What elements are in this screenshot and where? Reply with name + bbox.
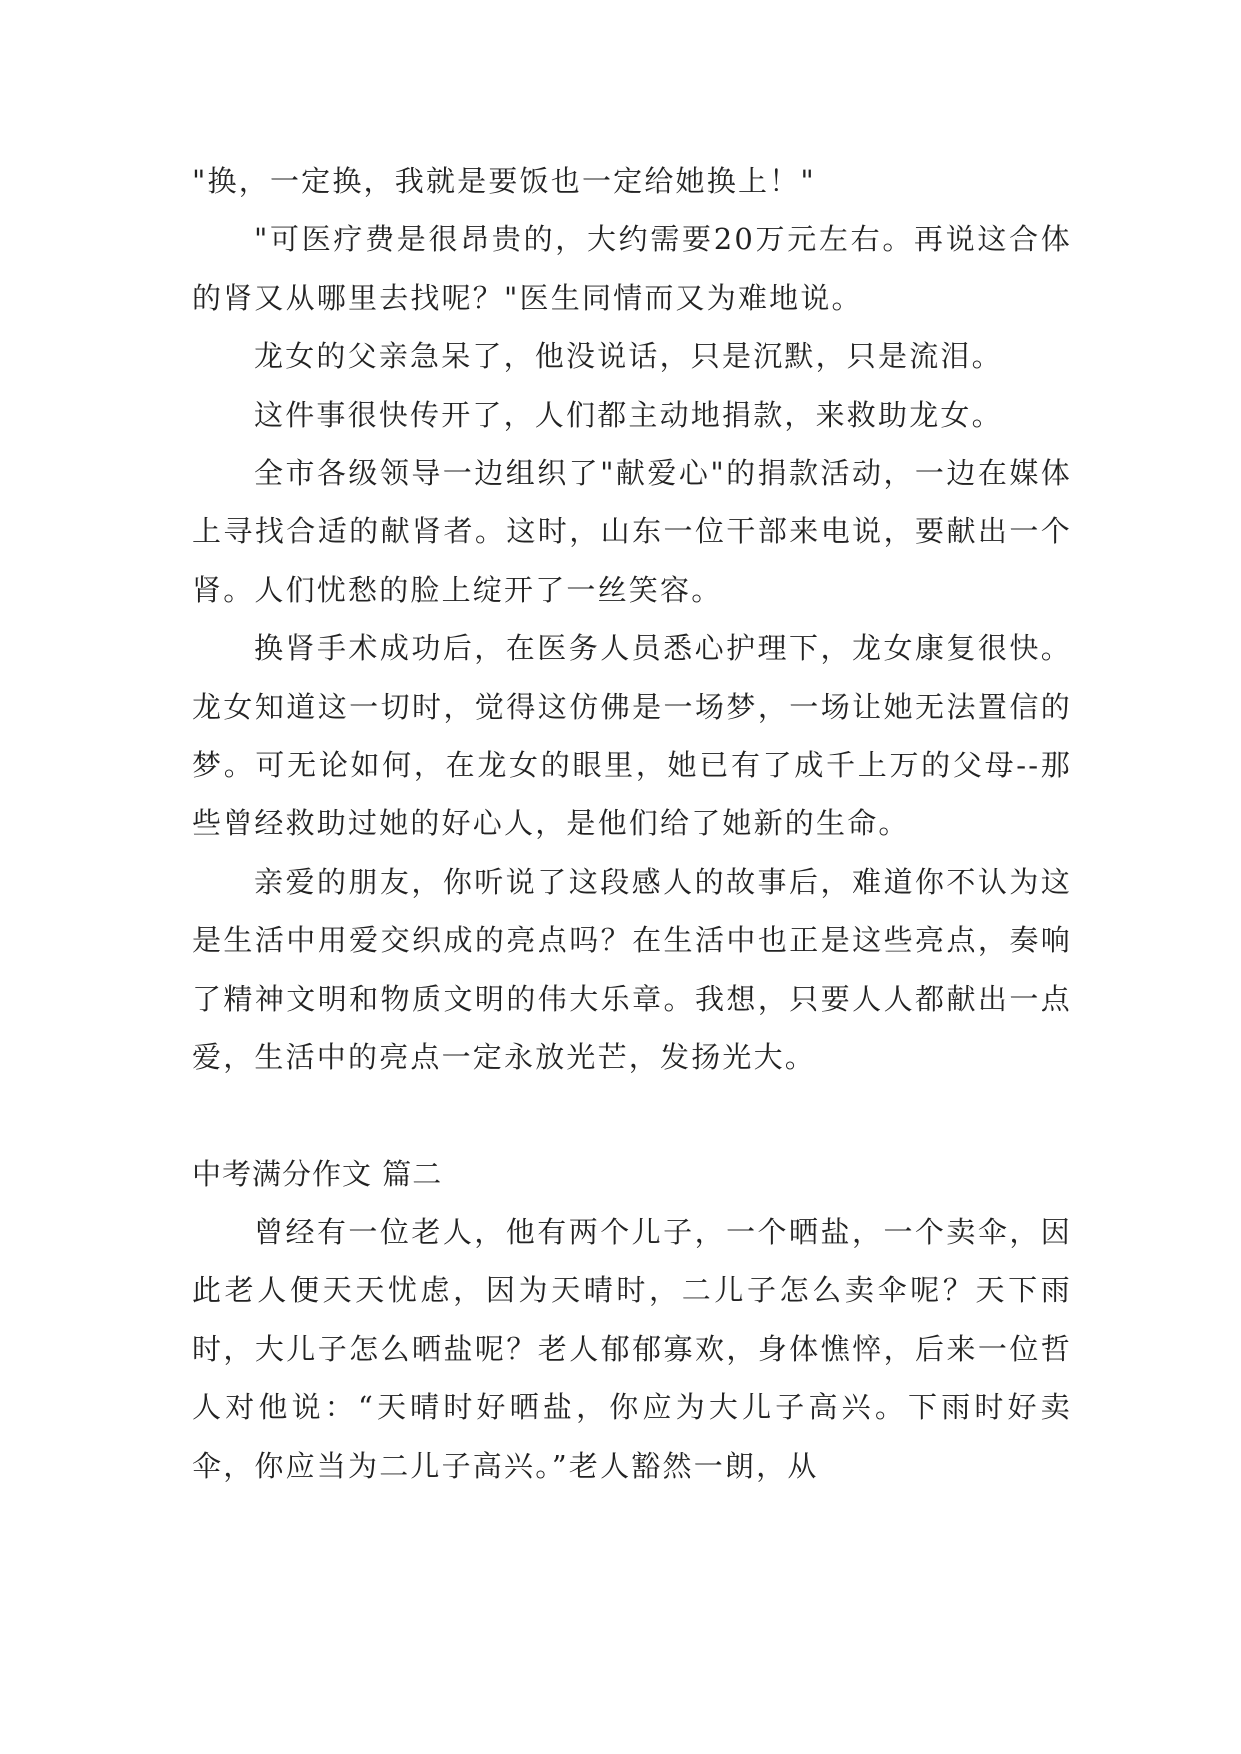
paragraph-donation-campaign: 全市各级领导一边组织了"献爱心"的捐款活动，一边在媒体上寻找合适的献肾者。这时，山东一位干部来电说，要献出一个肾。人们忧愁的脸上绽开了一丝笑容。 [192,456,1072,607]
section-heading: 中考满分作文 篇二 [192,1156,443,1191]
paragraph-doctor-reply: "可医疗费是很昂贵的，大约需要20万元左右。再说这合体的肾又从哪里去找呢？"医生同情而又为难地说。 [192,222,1072,315]
paragraph-father-reaction: 龙女的父亲急呆了，他没说话，只是沉默，只是流泪。 [254,339,1003,374]
paragraph-conclusion: 亲爱的朋友，你听说了这段感人的故事后，难道你不认为这是生活中用爱交织成的亮点吗？在生活中也正是这些亮点，奏响了精神文明和物质文明的伟大乐章。我想，只要人人都献出一点爱，生活中的亮点一定永放光芒，发扬光大。 [192,864,1072,1075]
paragraph-old-man-story: 曾经有一位老人，他有两个儿子，一个晒盐，一个卖伞，因此老人便天天忧虑，因为天晴时，二儿子怎么卖伞呢？天下雨时，大儿子怎么晒盐呢？老人郁郁寡欢，身体憔悴，后来一位哲人对他说：“天晴时好晒盐，你应为大儿子高兴。下雨时好卖伞，你应当为二儿子高兴。”老人豁然一朗，从 [192,1214,1072,1483]
document-body [192,152,1072,1495]
paragraph-news-spread: 这件事很快传开了，人们都主动地捐款，来救助龙女。 [254,397,1003,432]
paragraph-surgery-success: 换肾手术成功后，在医务人员悉心护理下，龙女康复很快。龙女知道这一切时，觉得这仿佛是一场梦，一场让她无法置信的梦。可无论如何，在龙女的眼里，她已有了成千上万的父母--那些曾经救助过她的好心人，是他们给了她新的生命。 [192,631,1072,841]
paragraph-dialogue-quote: "换，一定换，我就是要饭也一定给她换上！" [192,164,816,198]
